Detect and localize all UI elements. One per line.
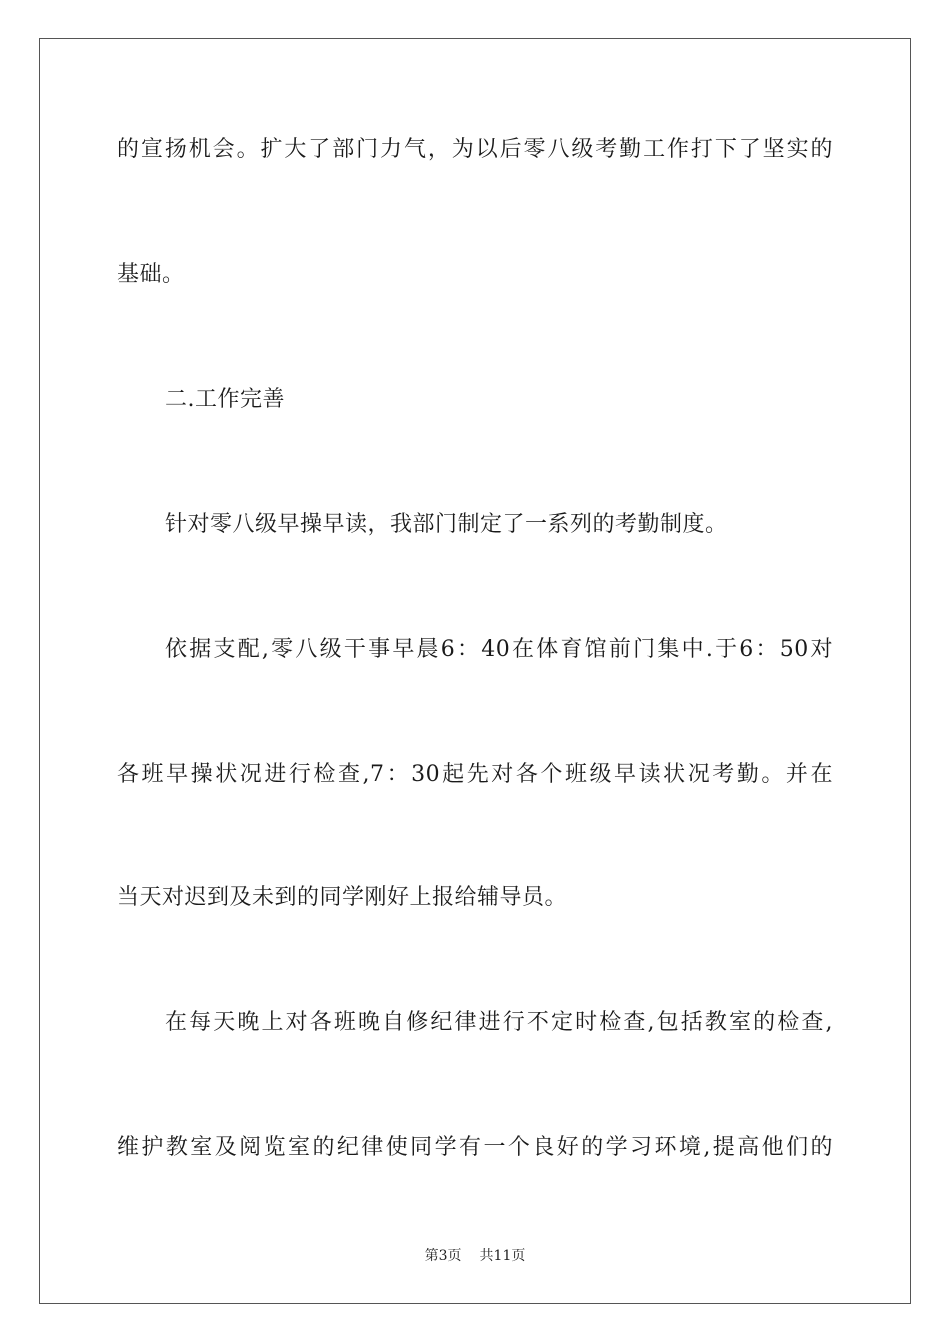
text-line: 各班早操状况进行检查,7：30起先对各个班级早读状况考勤。并在 <box>117 762 833 787</box>
page-number: 第3页 <box>424 1248 462 1264</box>
text-line: 针对零八级早操早读，我部门制定了一系列的考勤制度。 <box>165 512 728 537</box>
text-line: 维护教室及阅览室的纪律使同学有一个良好的学习环境,提高他们的 <box>117 1135 833 1160</box>
page-footer <box>0 1246 950 1266</box>
text-line: 依据支配,零八级干事早晨6：40在体育馆前门集中.于6：50对 <box>165 637 833 662</box>
text-line: 的宣扬机会。扩大了部门力气，为以后零八级考勤工作打下了坚实的 <box>117 137 833 162</box>
page-border <box>39 38 911 1304</box>
total-pages: 共11页 <box>479 1248 526 1264</box>
text-line: 基础。 <box>117 262 185 287</box>
text-line: 在每天晚上对各班晚自修纪律进行不定时检查,包括教室的检查, <box>165 1010 833 1035</box>
text-line: 当天对迟到及未到的同学刚好上报给辅导员。 <box>117 885 568 910</box>
section-heading: 二.工作完善 <box>165 387 285 412</box>
